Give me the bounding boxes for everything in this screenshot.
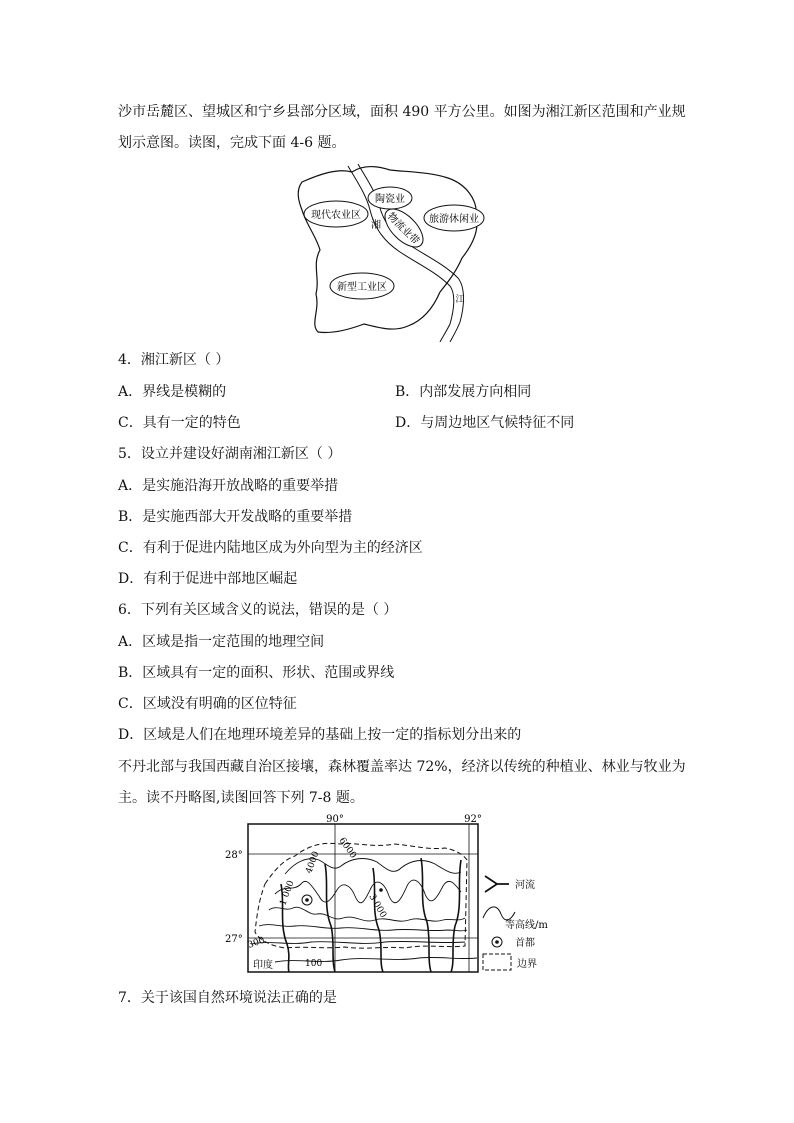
legend-border-label: 边界 xyxy=(517,959,537,970)
lon-92-label: 92° xyxy=(464,814,482,825)
q5-stem: 5．设立并建设好湖南湘江新区（ ） xyxy=(118,446,342,462)
legend-river-icon xyxy=(485,876,509,892)
contour-4000-label: 4000 xyxy=(304,850,322,876)
capital-marker-inner xyxy=(305,898,309,902)
q4-option-d[interactable]: D．与周边地区气候特征不同 xyxy=(395,415,575,431)
intro2-line-2: 主。读不丹略图,读图回答下列 7-8 题。 xyxy=(118,790,364,806)
contour-300-label: 300 xyxy=(246,935,267,951)
river-char-xiang: 湘 xyxy=(371,220,381,231)
q6-option-b[interactable]: B．区域具有一定的面积、形状、范围或界线 xyxy=(118,665,395,681)
legend-river-label: 河流 xyxy=(515,880,535,891)
q5-option-a[interactable]: A．是实施沿海开放战略的重要举措 xyxy=(118,478,339,494)
q5-option-c[interactable]: C．有利于促进内陆地区成为外向型为主的经济区 xyxy=(118,540,423,556)
q7-stem: 7．关于该国自然环境说法正确的是 xyxy=(118,990,337,1006)
legend-contour-icon xyxy=(483,907,515,920)
tourism-label: 旅游休闲业 xyxy=(429,214,479,225)
river-char-jiang: 江 xyxy=(455,295,465,305)
industry-label: 新型工业区 xyxy=(337,282,387,293)
q6-stem: 6．下列有关区域含义的说法，错误的是（ ） xyxy=(118,602,398,618)
legend-border-icon xyxy=(483,954,511,970)
india-label: 印度 xyxy=(253,960,273,971)
q6-option-a[interactable]: A．区域是指一定范围的地理空间 xyxy=(118,634,325,650)
legend-capital-inner xyxy=(495,940,499,944)
q5-option-b[interactable]: B．是实施西部大开发战略的重要举措 xyxy=(118,509,353,525)
q4-option-b[interactable]: B．内部发展方向相同 xyxy=(395,384,532,400)
peak-marker xyxy=(379,888,383,892)
q5-option-d[interactable]: D．有利于促进中部地区崛起 xyxy=(118,571,298,587)
intro2-line-1: 不丹北部与我国西藏自治区接壤，森林覆盖率达 72%，经济以传统的种植业、林业与牧业为 xyxy=(118,759,686,775)
legend-capital-label: 首都 xyxy=(515,938,535,949)
q6-option-d[interactable]: D．区域是人们在地理环境差异的基础上按一定的指标划分出来的 xyxy=(118,727,522,743)
contour-100-label: 100 xyxy=(305,959,323,969)
legend-contour-label: 等高线/m xyxy=(505,920,548,931)
contour-3000-label: 3 000 xyxy=(366,892,388,920)
q4-option-a[interactable]: A．界线是模糊的 xyxy=(118,384,227,400)
contour-1000-label: 1 000 xyxy=(278,879,297,908)
q6-option-c[interactable]: C．区域没有明确的区位特征 xyxy=(118,696,297,712)
logistics-label: 物流业带 xyxy=(384,211,421,248)
q4-option-c[interactable]: C．具有一定的特色 xyxy=(118,415,241,431)
legend xyxy=(483,876,548,970)
intro-line-1: 沙市岳麓区、望城区和宁乡县部分区域，面积 490 平方公里。如图为湘江新区范围和产业规 xyxy=(118,104,686,120)
xiangjiang-map xyxy=(290,160,490,342)
q4-stem: 4．湘江新区（ ） xyxy=(118,352,230,368)
lat-27-label: 27° xyxy=(225,934,243,945)
ceramics-label: 陶瓷业 xyxy=(375,194,405,205)
intro-line-2: 划示意图。读图，完成下面 4-6 题。 xyxy=(118,135,346,151)
lat-28-label: 28° xyxy=(225,850,243,861)
agri-label: 现代农业区 xyxy=(311,210,361,221)
bhutan-map xyxy=(215,814,555,980)
contour-6000-label: 6000 xyxy=(336,835,358,861)
lon-90-label: 90° xyxy=(326,814,344,825)
